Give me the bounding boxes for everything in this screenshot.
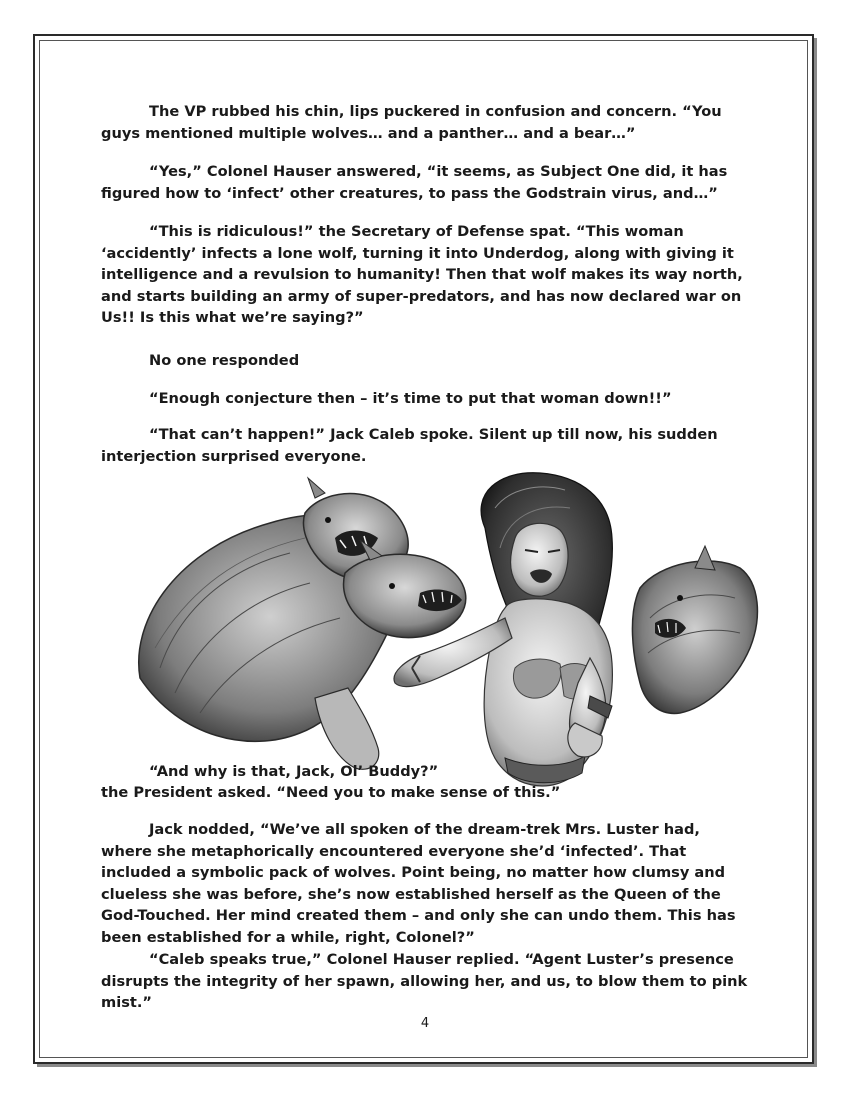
paragraph-jack-caleb: “That can’t happen!” Jack Caleb spoke. Silent up till now, his sudden interjection surprised everyone.	[101, 426, 718, 465]
page-frame-shadow-right	[814, 38, 817, 1067]
caption-line-1: “And why is that, Jack, Ol’ Buddy?”	[149, 763, 439, 780]
paragraph-secretary: “This is ridiculous!” the Secretary of Defense spat. “This woman ‘accidently’ infects a lone wolf, turning it into Underdog, along with giving it intelligence and a revulsion to humanity! Then that wolf makes its way north, and starts building an army of super-predators, and has now declared war on Us!! Is this what we’re saying?”	[101, 223, 743, 326]
paragraph-caleb-speaks: “Caleb speaks true,” Colonel Hauser replied. “Agent Luster’s presence disrupts the integrity of her spawn, allowing her, and us, to blow them to pink mist.”	[101, 951, 748, 1011]
wolves-and-woman-illustration	[120, 468, 760, 798]
paragraph-enough: “Enough conjecture then – it’s time to put that woman down!!”	[149, 390, 672, 407]
right-wolf	[632, 546, 757, 713]
paragraph-no-one: No one responded	[149, 352, 300, 369]
paragraph-vp: The VP rubbed his chin, lips puckered in confusion and concern. “You guys mentioned multiple wolves… and a panther… and a bear…”	[101, 103, 722, 142]
caption-line-2: the President asked. “Need you to make sense of this.”	[101, 784, 561, 801]
page-number: 4	[420, 1016, 430, 1031]
page-frame-shadow-bottom	[37, 1064, 817, 1067]
paragraph-jack-nodded: Jack nodded, “We’ve all spoken of the dream-trek Mrs. Luster had, where she metaphorically encountered everyone she’d ‘infected’. That included a symbolic pack of wolves. Point being, no matter how clumsy and clueless she was before, she’s now established herself as the Queen of the God-Touched. Her mind created them – and only she can undo them. This has been established for a while, right, Colonel?”	[101, 821, 736, 946]
paragraph-hauser-answer: “Yes,” Colonel Hauser answered, “it seems, as Subject One did, it has figured how to ‘infect’ other creatures, to pass the Godstrain virus, and…”	[101, 163, 728, 202]
